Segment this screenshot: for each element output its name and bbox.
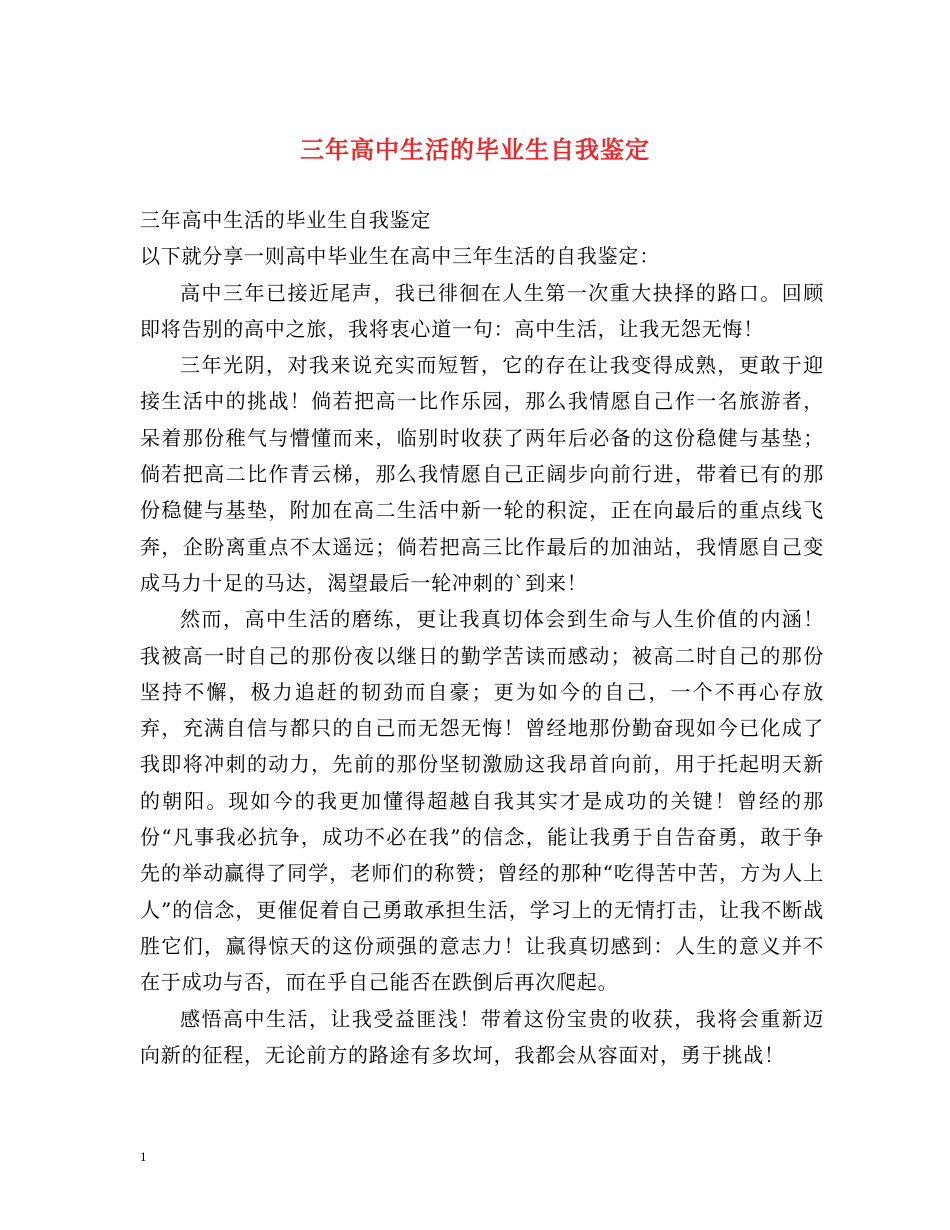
paragraph-4: 感悟高中生活，让我受益匪浅！带着这份宝贵的收获，我将会重新迈向新的征程，无论前方的路途有多坎坷，我都会从容面对，勇于挑战！ (140, 1006, 824, 1067)
document-title: 三年高中生活的毕业生自我鉴定 (300, 135, 650, 164)
paragraph-1: 高中三年已接近尾声，我已徘徊在人生第一次重大抉择的路口。回顾即将告别的高中之旅，我将衷心道一句：高中生活，让我无怨无悔！ (140, 280, 824, 341)
document-body (140, 202, 824, 1073)
page-number: 1 (140, 1149, 147, 1164)
intro-line: 以下就分享一则高中毕业生在高中三年生活的自我鉴定： (140, 244, 660, 269)
paragraph-3: 然而，高中生活的磨练，更让我真切体会到生命与人生价值的内涵！我被高一时自己的那份夜以继日的勤学苦读而感动；被高二时自己的那份坚持不懈，极力追赶的韧劲而自豪；更为如今的自己，一个不再心存放弃，充满自信与都只的自己而无怨无悔！曾经地那份勤奋现如今已化成了我即将冲刺的动力，先前的那份坚韧激励这我昂首向前，用于托起明天新的朝阳。现如今的我更加懂得超越自我其实才是成功的关键！曾经的那份“凡事我必抗争，成功不必在我”的信念，能让我勇于自告奋勇，敢于争先的举动赢得了同学，老师们的称赞；曾经的那种“吃得苦中苦，方为人上人”的信念，更催促着自己勇敢承担生活，学习上的无情打击，让我不断战胜它们，赢得惊天的这份顽强的意志力！让我真切感到：人生的意义并不在于成功与否，而在乎自己能否在跌倒后再次爬起。 (140, 607, 824, 995)
paragraph-2: 三年光阴，对我来说充实而短暂，它的存在让我变得成熟，更敢于迎接生活中的挑战！倘若把高一比作乐园，那么我情愿自己作一名旅游者，呆着那份稚气与懵懂而来，临别时收获了两年后必备的这份稳健与基垫；倘若把高二比作青云梯，那么我情愿自己正阔步向前行进，带着已有的那份稳健与基垫，附加在高二生活中新一轮的积淀，正在向最后的重点线飞奔，企盼离重点不太遥远；倘若把高三比作最后的加油站，我情愿自己变成马力十足的马达，渴望最后一轮冲刺的`到来！ (140, 353, 824, 595)
subtitle-line: 三年高中生活的毕业生自我鉴定 (140, 208, 432, 232)
